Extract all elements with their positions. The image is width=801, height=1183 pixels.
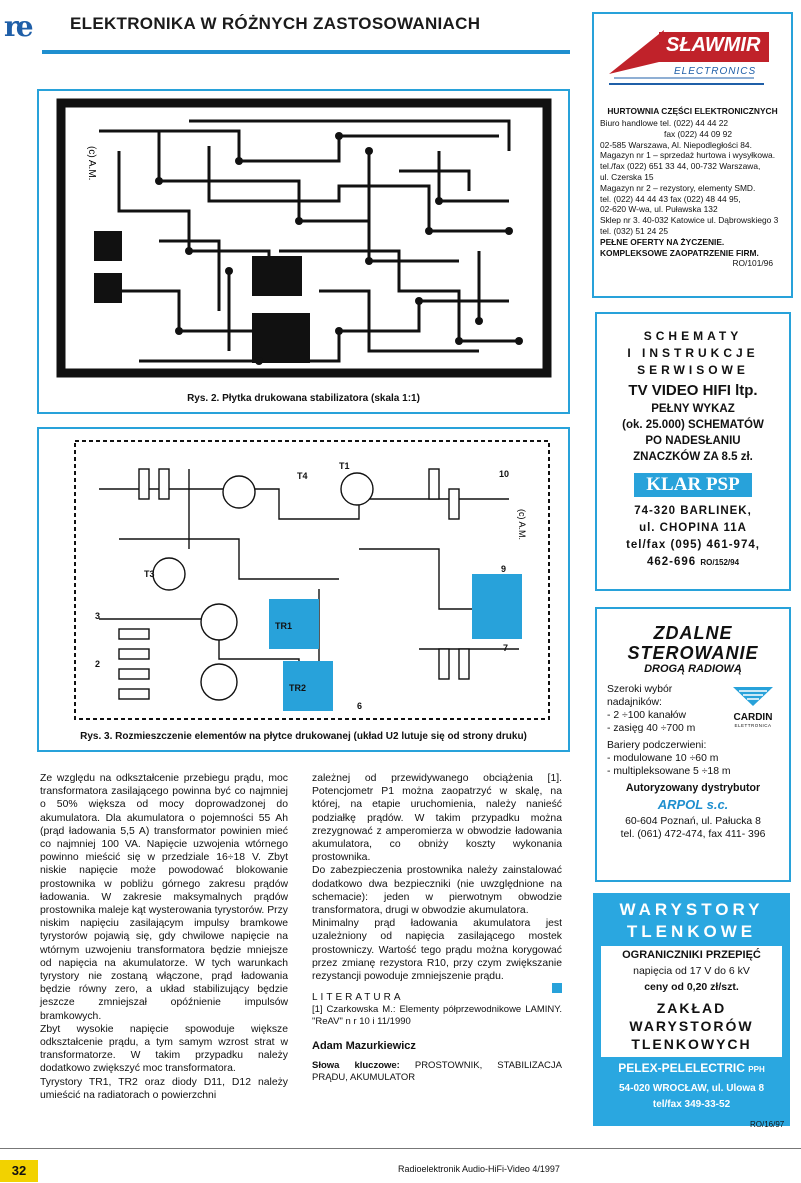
text-line: Magazyn nr 2 – rezystory, elementy SMD. xyxy=(600,182,756,193)
ad-slawmir xyxy=(592,12,793,298)
ad-pelex xyxy=(593,893,790,1126)
text-line: Autoryzowany dystrybutor xyxy=(625,782,761,794)
pelex-title: WARYSTORY xyxy=(619,900,764,919)
text-line: Biuro handlowe tel. (022) 44 44 22 xyxy=(600,118,729,128)
header-divider xyxy=(42,50,570,54)
text-line: SERWISOWE xyxy=(637,363,749,377)
paragraph: zależnej od przewidywanego obciążenia [1]. Potencjometr P1 można zaopatrzyć w skalę, na której, na etapie uruchomienia, należy nanieść podziałkę prądów. W takim przypadku można zrezygnować z amperomierza w obwodzie ładowania akumulatora, co obniży koszty wykonania prostownika. xyxy=(312,773,562,864)
page-number: 32 xyxy=(0,1160,38,1182)
text-line: OGRANICZNIKI PRZEPIĘĆ xyxy=(622,949,761,961)
publication-info: Radioelektronik Audio-HiFi-Video 4/1997 xyxy=(398,1164,560,1174)
slawmir-details xyxy=(600,118,787,269)
klar-logo xyxy=(634,473,752,497)
component-label: T3 xyxy=(144,569,155,579)
text-line: SCHEMATY xyxy=(643,329,743,343)
text-line: ZNACZKÓW ZA 8.5 zł. xyxy=(633,451,753,463)
cardin-brand: CARDIN xyxy=(733,712,773,723)
component-label: T1 xyxy=(339,461,350,471)
text-line: I INSTRUKCJE xyxy=(627,346,759,360)
klar-brand: KLAR xyxy=(646,474,702,495)
figure-caption: Rys. 2. Płytka drukowana stabilizatora (skala 1:1) xyxy=(187,393,420,404)
placement-copyright: (c) A.M. xyxy=(517,509,527,540)
text-line: 462-696 xyxy=(646,556,697,568)
placement-drawing xyxy=(39,429,568,729)
slawmir-logo xyxy=(604,22,779,92)
paragraph: Tyrystory TR1, TR2 oraz diody D11, D12 należy umieścić na radiatorach o powierzchni xyxy=(40,1076,288,1101)
text-line: tel. (022) 44 44 43 fax (022) 48 44 95, xyxy=(600,193,741,204)
text-line: Bariery podczerwieni: xyxy=(607,740,707,751)
klar-headline: TV VIDEO HIFI ltp. xyxy=(628,382,758,399)
text-line: nadajników: xyxy=(607,697,662,708)
cardin-brand-sub: ELETTRONICA xyxy=(734,723,772,728)
pelex-brand-suffix: PPH xyxy=(748,1065,765,1074)
cardin-title-2: STEROWANIE xyxy=(627,643,759,663)
ad-code: RO/101/96 xyxy=(732,258,773,269)
paragraph: Minimalny prąd ładowania akumulatora jest uzależniony od napięcia zasilającego mostek prostowniczy. Wartość tego prądu można korygować przez zmianę rezystora R10, przy czym zwiększanie rezystancji powoduje zmniejszenie prądu. xyxy=(312,918,562,983)
figure-caption: Rys. 3. Rozmieszczenie elementów na płytce drukowanej (układ U2 lutuje się od strony druku) xyxy=(80,731,527,742)
text-line: tel/fax (095) 461-974, xyxy=(626,539,760,551)
pcb-copyright: (c) A.M. xyxy=(86,146,97,181)
cardin-title: ZDALNE xyxy=(653,623,733,643)
text-line: KOMPLEKSOWE ZAOPATRZENIE FIRM. xyxy=(600,247,759,258)
text-line: PEŁNY WYKAZ xyxy=(651,403,735,415)
keywords-label: Słowa kluczowe: xyxy=(312,1059,400,1071)
paragraph: Do zabezpieczenia prostownika należy zainstalować dodatkowo dwa bezpieczniki (nie uwzględnione na schemacie): jeden w pierwotnym obwodzie transformatora, drugi w obwodzie akumulatora. xyxy=(312,865,562,917)
text-line: tel/fax 349-33-52 xyxy=(652,1099,731,1110)
text-line: - zasięg 40 ÷700 m xyxy=(607,723,696,734)
text-line: 02-585 Warszawa, Al. Niepodległości 84. xyxy=(600,139,752,150)
author: Adam Mazurkiewicz xyxy=(312,1040,416,1053)
keywords xyxy=(312,1060,562,1084)
section-title: ELEKTRONIKA W RÓŻNYCH ZASTOSOWANIACH xyxy=(70,14,481,33)
slawmir-heading: HURTOWNIA CZĘŚCI ELEKTRONICZNYCH xyxy=(607,106,778,116)
component-label: TR2 xyxy=(289,683,307,693)
pcb-drawing xyxy=(39,91,568,391)
cardin-triangle-icon xyxy=(725,685,781,707)
component-label: T4 xyxy=(297,471,308,481)
text-line: tel. (032) 51 24 25 xyxy=(600,225,668,236)
pelex-brand: PELEX-PELELECTRIC xyxy=(618,1061,745,1075)
literatura-heading: LITERATURA xyxy=(312,992,404,1004)
ad-klar-psp xyxy=(595,312,791,591)
text-line: ceny od 0,20 zł/szt. xyxy=(644,981,739,993)
text-line: Sklep nr 3. 40-032 Katowice ul. Dąbrowskiego 3 xyxy=(600,215,779,226)
terminal-label: 2 xyxy=(95,659,101,669)
text-line: 54-020 WROCŁAW, ul. Ulowa 8 xyxy=(618,1083,765,1094)
text-line: ul. Czerska 15 xyxy=(600,171,654,182)
terminal-label: 6 xyxy=(357,701,363,711)
terminal-label: 9 xyxy=(501,564,507,574)
figure-pcb-layout xyxy=(37,89,570,414)
magazine-logo: re xyxy=(4,10,31,43)
terminal-label: 3 xyxy=(95,611,101,621)
cardin-subtitle: DROGĄ RADIOWĄ xyxy=(644,663,742,675)
text-line: Magazyn nr 1 – sprzedaż hurtowa i wysyłkowa. xyxy=(600,150,776,161)
text-line: PO NADESŁANIU xyxy=(645,435,741,447)
cardin-logo xyxy=(725,685,781,728)
slawmir-brand-sub: ELECTRONICS xyxy=(674,66,757,77)
keywords-value: PROSTOWNIK, STABILIZACJA PRĄDU, AKUMULATOR xyxy=(312,1059,562,1083)
slawmir-brand: SŁAWMIR xyxy=(666,34,761,56)
text-line: 02-620 W-wa, ul. Puławska 132 xyxy=(600,204,718,215)
slawmir-logo-graphic xyxy=(604,22,779,92)
pelex-title-2: TLENKOWE xyxy=(626,922,757,941)
ad-code: RO/16/97 xyxy=(750,1120,785,1129)
literatura-item: [1] Czarkowska M.: Elementy półprzewodnikowe LAMINY. "ReAV" n r 10 i 11/1990 xyxy=(312,1004,562,1028)
text-line: tel./fax (022) 651 33 44, 00-732 Warszawa, xyxy=(600,161,761,172)
text-line: - modulowane 10 ÷60 m xyxy=(607,753,719,764)
text-line: 74-320 BARLINEK, xyxy=(634,505,752,517)
text-line: 60-604 Poznań, ul. Pałucka 8 xyxy=(625,816,761,827)
article-column-right xyxy=(312,772,562,1084)
text-line: PEŁNE OFERTY NA ŻYCZENIE. xyxy=(600,236,725,247)
component-label: TR1 xyxy=(275,621,293,631)
text-line: ul. CHOPINA 11A xyxy=(639,522,747,534)
end-mark-square xyxy=(552,983,562,993)
klar-brand-2: PSP xyxy=(705,474,740,495)
paragraph: Ze względu na odkształcenie przebiegu prądu, moc transformatora zasilającego powinna być co najmniej o 50% większa od mocy doprowadzonej do akumulatora. Dla akumulatora o pojemności 55 Ah (prąd ładowania 5,5 A) transformator powinien mieć co najmniej 100 VA. Napięcie uzwojenia wtórnego powinno mieścić się w przedziale 16÷18 V. Zbyt niskie napięcie może powodować blokowanie prostownika w pobliżu górnego zakresu prądów ładowania. W zakresie maksymalnych prądów prostownika maleje kąt wysterowania tyrystorów. Przy niskim napięciu zasilającym impulsy bramkowe tyrystorów pojawią się, gdy chwilowe napięcie na wtórnym uzwojeniu transformatora będzie mniejsze od napięcia na akumulatorze. W tych warunkach tyrystory nie zostaną włączone, prąd ładowania będzie równy zero, a układ stabilizujący będzie jeszcze zmniejszał opóźnienie impulsów bramkowych. xyxy=(40,773,288,1022)
text-line: napięcia od 17 V do 6 kV xyxy=(633,965,750,977)
text-line: WARYSTORÓW xyxy=(629,1018,754,1034)
text-line: ZAKŁAD xyxy=(656,1000,727,1016)
text-line: - multipleksowane 5 ÷18 m xyxy=(607,766,731,777)
text-line: Szeroki wybór xyxy=(607,684,673,695)
text-line: fax (022) 44 09 92 xyxy=(664,128,732,139)
paragraph: Zbyt wysokie napięcie spowoduje większe odkształcenie prądu, a tym samym wzrost strat w transformatorze. W takim przypadku należy dodatkowo zwiększyć moc transformatora. xyxy=(40,1023,288,1075)
arpol-name: ARPOL s.c. xyxy=(657,797,729,812)
ad-code: RO/152/94 xyxy=(700,558,740,567)
article-column-left xyxy=(40,772,288,1102)
text-line: - 2 ÷100 kanałów xyxy=(607,710,687,721)
footer-divider xyxy=(0,1148,801,1149)
text-line: TLENKOWYCH xyxy=(631,1036,752,1052)
text-line: (ok. 25.000) SCHEMATÓW xyxy=(622,419,764,431)
figure-component-placement xyxy=(37,427,570,752)
ad-cardin xyxy=(595,607,791,882)
text-line: tel. (061) 472-474, fax 411- 396 xyxy=(620,829,766,840)
terminal-label: 10 xyxy=(499,469,510,479)
terminal-label: 7 xyxy=(503,643,509,653)
